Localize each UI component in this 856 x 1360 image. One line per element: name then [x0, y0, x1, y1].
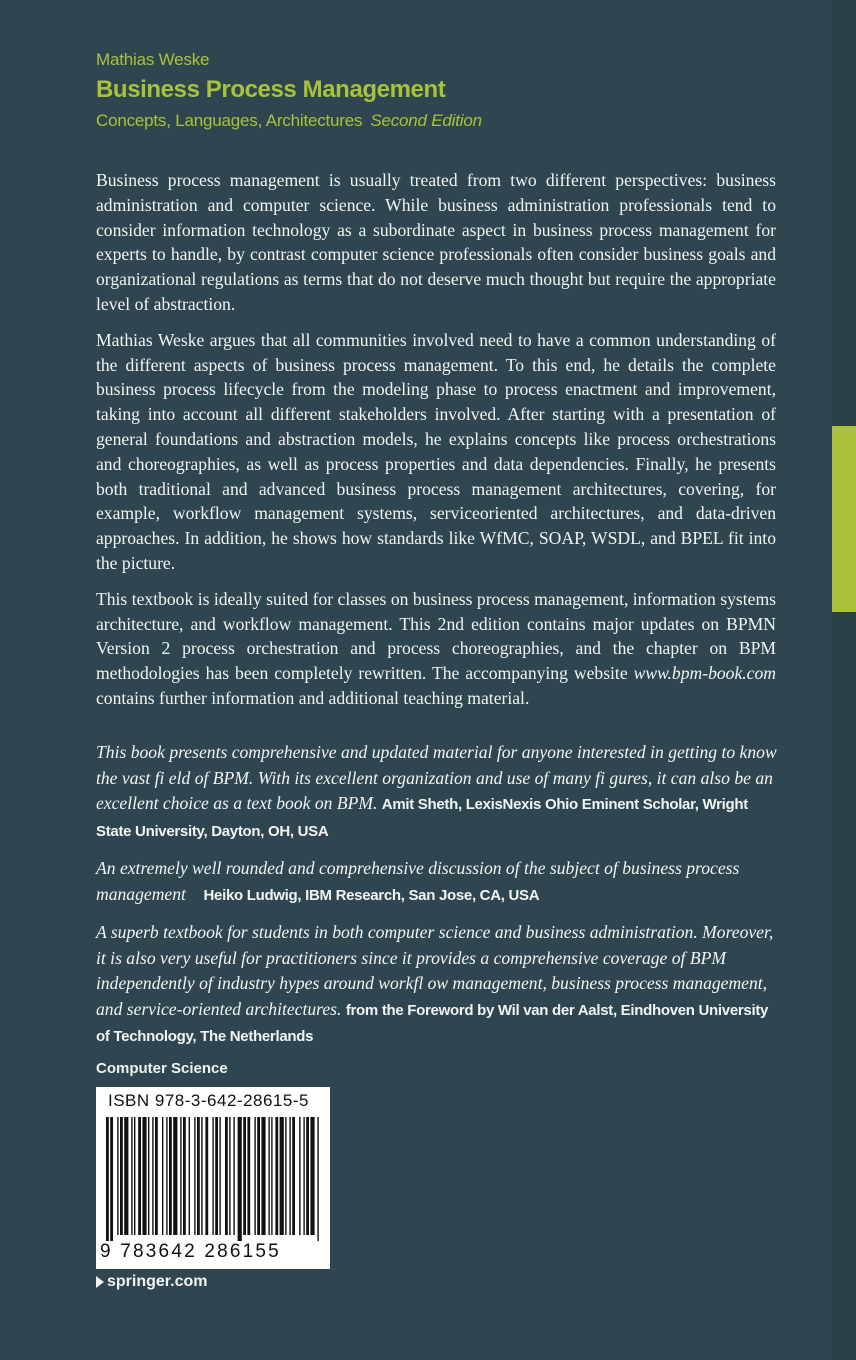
barcode-bar — [138, 1117, 141, 1235]
review-quote-2 — [96, 856, 778, 908]
barcode-bar — [148, 1117, 149, 1235]
barcode-bar — [229, 1117, 230, 1235]
barcode-bar — [292, 1117, 295, 1235]
barcode-bar — [257, 1117, 260, 1235]
barcode-bar — [215, 1117, 218, 1235]
barcode-bar — [225, 1117, 228, 1235]
barcode-bar — [243, 1117, 246, 1235]
barcode-bar — [205, 1117, 208, 1235]
website-url: www.bpm-book.com — [633, 663, 776, 684]
author-name: Mathias Weske — [96, 50, 210, 69]
color-tab — [832, 426, 856, 612]
barcode-bar — [219, 1117, 220, 1235]
barcode-bar — [306, 1117, 309, 1235]
barcode-bars — [96, 1117, 330, 1241]
barcode-bar — [233, 1117, 234, 1235]
book-title: Business Process Management — [96, 76, 446, 103]
barcode-bar — [162, 1117, 163, 1235]
barcode-bar — [110, 1117, 113, 1241]
barcode-bar — [268, 1117, 269, 1235]
barcode-bar — [183, 1117, 186, 1235]
book-subtitle — [96, 108, 482, 134]
barcode-bar — [275, 1117, 278, 1235]
quote-attribution: Amit Sheth, LexisNexis Ohio Eminent Scholar, Wright State University, Dayton, OH, USA — [96, 796, 748, 840]
book-header — [96, 48, 482, 134]
barcode-bar — [124, 1117, 128, 1235]
barcode-bar — [194, 1117, 195, 1235]
isbn-barcode — [96, 1087, 330, 1269]
barcode-bar — [142, 1117, 146, 1235]
blurb-paragraph-2: Mathias Weske argues that all communities involved need to have a common understanding of the different aspects of business process management. To this end, he details the complete business process lifecycle from the modeling phase to process enactment and improvement, taking into account all different stakeholders involved. After starting with a presentation of general foundations and abstraction models, he explains concepts like process orchestrations and choreographies, as well as process properties and data dependencies. Finally, he presents both traditional and advanced business process management architectures, covering, for example, workflow management systems, serviceoriented architectures, and data-driven approaches. In addition, he shows how standards like WfMC, SOAP, WSDL, and BPEL fit into the picture. — [96, 329, 776, 573]
quote-text: An extremely well rounded and comprehensive discussion of the subject of business process management — [96, 858, 740, 904]
blurb-paragraph-3 — [96, 587, 776, 711]
blurb-p3-start: This textbook is ideally suited for classes on business process management, information systems architecture, and workflow management. This 2nd edition contains major updates on BPMN Version 2 process orchestration and process choreographies, and the chapter on BPM methodologies has been completely rewritten. The accompanying website — [96, 588, 776, 684]
blurb-p3-end: contains further information and additional teaching material. — [96, 687, 530, 708]
barcode-bar — [310, 1117, 314, 1235]
barcode-bar — [180, 1117, 181, 1235]
isbn-label: ISBN 978-3-642-28615-5 — [108, 1091, 309, 1110]
barcode-bar — [117, 1117, 118, 1235]
barcode-bar — [317, 1117, 318, 1241]
publisher-link — [96, 1273, 207, 1291]
barcode-digits: 9 783642 286155 — [100, 1241, 281, 1262]
barcode-bar — [261, 1117, 265, 1235]
quote-text: A superb textbook for students in both computer science and business administration. Moreover, it is also very useful for practitioners since it provides a comprehensive coverage of BPM independently of industry hypes around workfl ow management, business process management, and service-oriented architectures. — [96, 922, 774, 1019]
barcode-bar — [271, 1117, 272, 1235]
barcode-bar — [134, 1117, 135, 1235]
barcode-bar — [289, 1117, 290, 1235]
barcode-bar — [152, 1117, 153, 1235]
barcode-bar — [169, 1117, 172, 1235]
quote-attribution: from the Foreword by Wil van der Aalst, Eindhoven University of Technology, The Netherlands — [96, 1001, 769, 1045]
barcode-bar — [106, 1117, 109, 1241]
review-quote-1 — [96, 740, 778, 844]
review-quote-3 — [96, 920, 778, 1050]
barcode-bar — [201, 1117, 202, 1235]
arrow-right-icon — [96, 1276, 104, 1288]
barcode-bar — [238, 1117, 242, 1241]
barcode-bar — [280, 1117, 284, 1235]
barcode-bar — [131, 1117, 132, 1235]
barcode-bar — [197, 1117, 200, 1235]
blurb-paragraph-1: Business process management is usually treated from two different perspectives: business administration and computer science. While business administration professionals tend to consider information technology as a subordinate aspect in business process management for experts to handle, by contrast computer science professionals often consider business goals and organizational regulations as terms that do not deserve much thought but require the appropriate level of abstraction. — [96, 170, 776, 314]
barcode-bar — [166, 1117, 167, 1235]
spine-edge — [832, 0, 856, 1360]
barcode-bar — [189, 1117, 190, 1235]
barcode-bar — [254, 1117, 255, 1235]
edition-label: Second Edition — [370, 111, 482, 130]
barcode-bar — [212, 1117, 213, 1235]
quote-text: This book presents comprehensive and updated material for anyone interested in getting to know the vast fi eld of BPM. With its excellent organization and use of many fi gures, it can also be an excellent choice as a text book on BPM. — [96, 742, 777, 813]
subject-category: Computer Science — [96, 1060, 228, 1077]
barcode-bar — [285, 1117, 286, 1235]
publisher-url: springer.com — [107, 1273, 208, 1290]
subtitle-text: Concepts, Languages, Architectures — [96, 111, 363, 130]
barcode-bar — [120, 1117, 123, 1235]
barcode-bar — [173, 1117, 177, 1235]
barcode-bar — [299, 1117, 300, 1235]
blurb — [96, 168, 776, 722]
barcode-bar — [303, 1117, 304, 1235]
review-quotes — [96, 740, 778, 1062]
barcode-bar — [247, 1117, 250, 1235]
barcode-bar — [155, 1117, 158, 1235]
quote-attribution: Heiko Ludwig, IBM Research, San Jose, CA, USA — [203, 886, 540, 904]
